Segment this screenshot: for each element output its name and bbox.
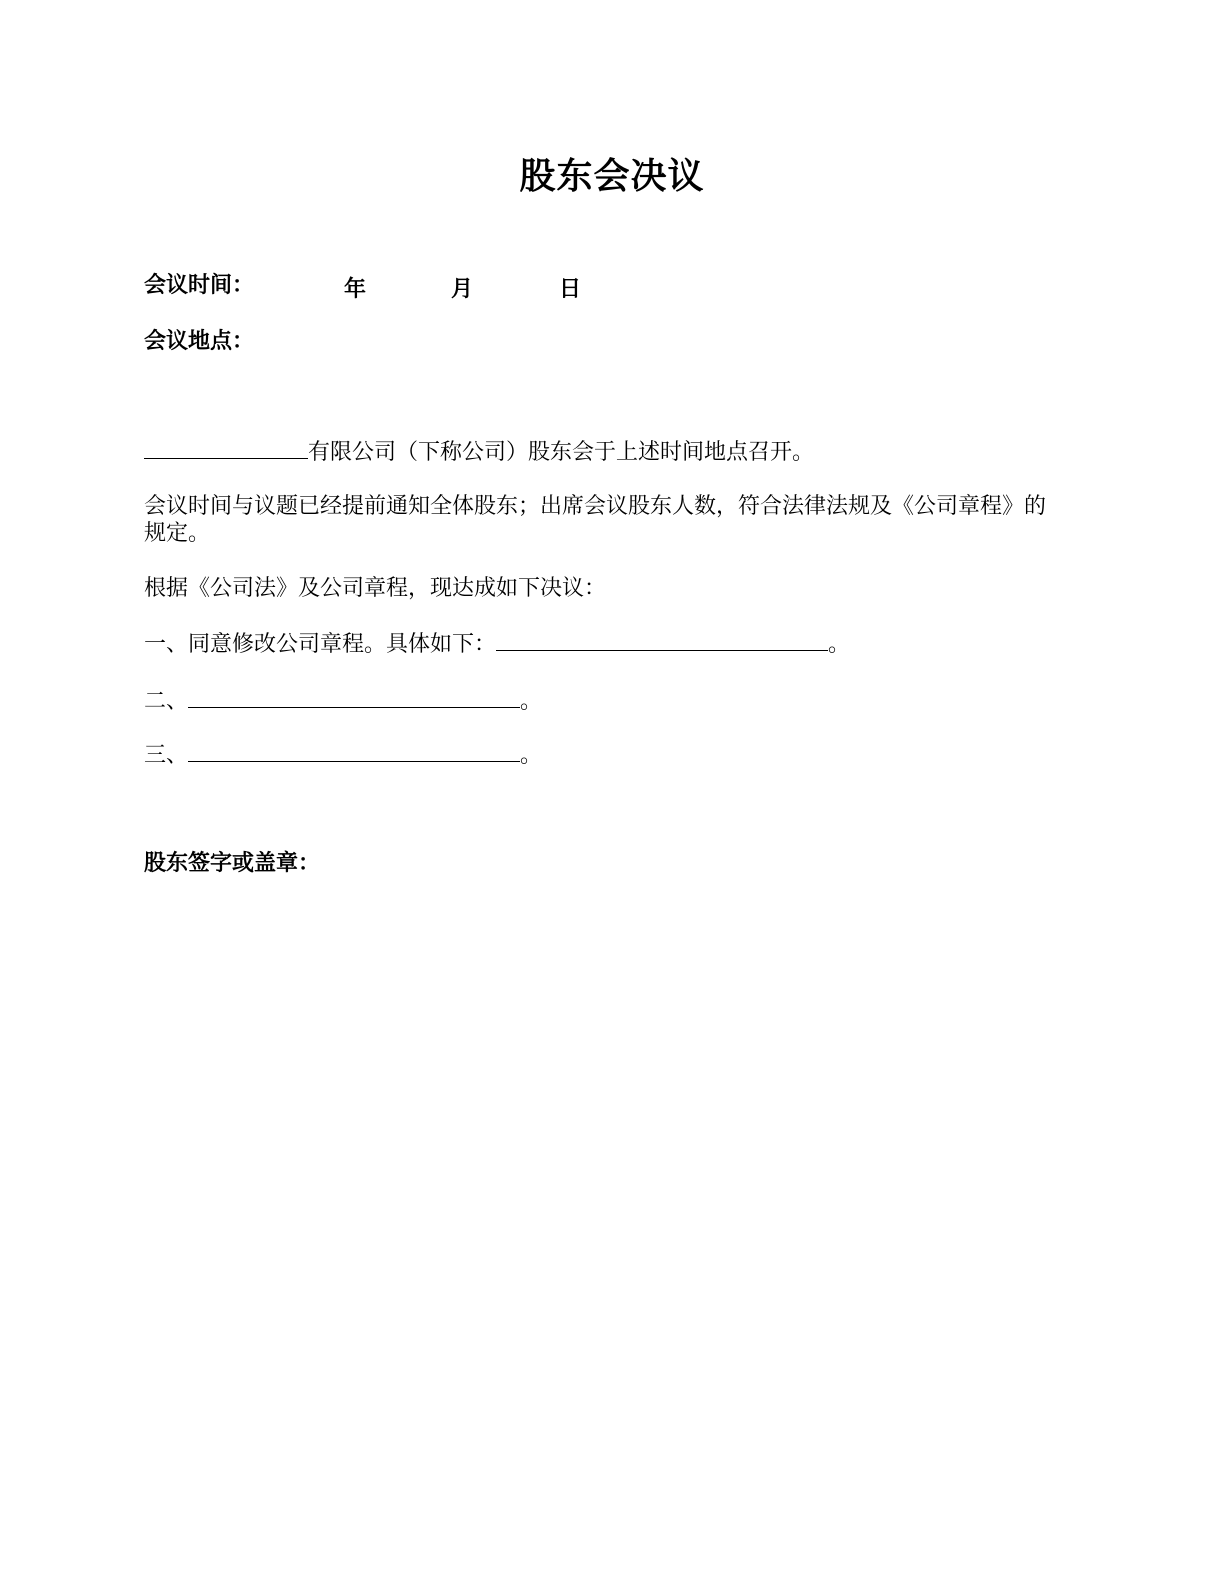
resolution-3-prefix: 三、 xyxy=(144,743,189,768)
resolution-3-blank[interactable] xyxy=(188,741,520,762)
year-label: 年 xyxy=(344,276,367,302)
resolution-item-2 xyxy=(144,687,542,715)
day-label: 日 xyxy=(559,276,582,302)
signature-label: 股东签字或盖章： xyxy=(144,850,321,876)
resolution-item-3 xyxy=(144,741,542,769)
resolution-2-period: 。 xyxy=(520,689,543,714)
month-label: 月 xyxy=(451,276,474,302)
resolution-2-blank[interactable] xyxy=(188,687,520,708)
resolution-1-blank[interactable] xyxy=(496,630,828,651)
resolution-2-prefix: 二、 xyxy=(144,689,189,714)
company-line xyxy=(144,438,814,466)
resolution-1-period: 。 xyxy=(828,632,851,657)
resolution-1-prefix: 一、同意修改公司章程。具体如下： xyxy=(144,632,497,657)
notice-paragraph: 会议时间与议题已经提前通知全体股东；出席会议股东人数，符合法律法规及《公司章程》的规定。 xyxy=(144,494,1047,546)
meeting-time-label: 会议时间： xyxy=(144,272,255,298)
meeting-place-label: 会议地点： xyxy=(144,328,255,354)
document-title: 股东会决议 xyxy=(519,155,705,197)
resolution-item-1 xyxy=(144,630,850,658)
company-name-blank[interactable] xyxy=(144,438,308,459)
company-line-text: 有限公司（下称公司）股东会于上述时间地点召开。 xyxy=(308,440,815,465)
resolution-3-period: 。 xyxy=(520,743,543,768)
basis-line: 根据《公司法》及公司章程，现达成如下决议： xyxy=(144,576,607,601)
